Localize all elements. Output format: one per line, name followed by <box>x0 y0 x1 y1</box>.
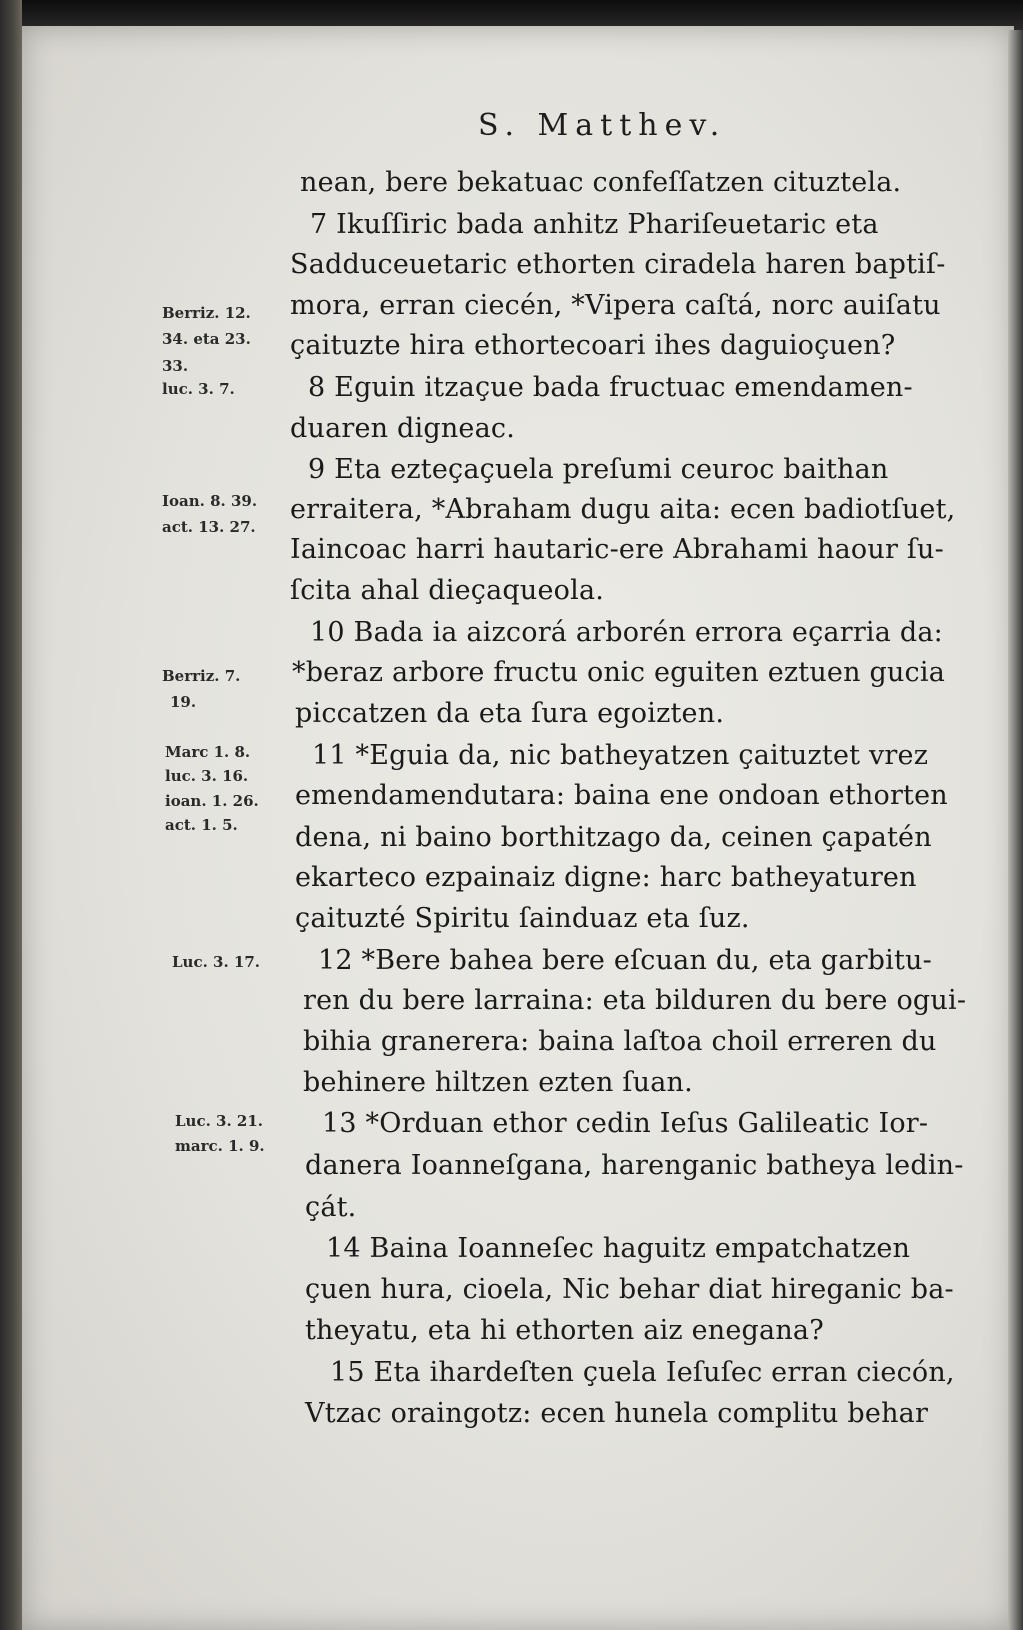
margin-reference: Berriz. 12. <box>162 304 251 322</box>
text-line: çaituzte hira ethortecoari ihes daguioçuen? <box>290 330 896 361</box>
text-line: 8 Eguin itzaçue bada fructuac emendamen- <box>308 372 913 403</box>
text-line: piccatzen da eta ſura egoizten. <box>295 698 725 729</box>
text-line: Iaincoac harri hautaric-ere Abrahami haour ſu- <box>290 534 944 565</box>
text-line: duaren digneac. <box>290 413 515 444</box>
text-line: Sadduceuetaric ethorten ciradela haren baptiſ- <box>290 249 946 280</box>
margin-reference: luc. 3. 7. <box>162 380 235 398</box>
running-header: S. Matthev. <box>478 108 727 143</box>
text-line: çaituzté Spiritu ſainduaz eta ſuz. <box>295 903 750 934</box>
text-line: *beraz arbore fructu onic eguiten eztuen gucia <box>292 657 946 688</box>
text-line: çát. <box>305 1192 357 1223</box>
margin-reference: Berriz. 7. <box>162 667 241 685</box>
margin-reference: Ioan. 8. 39. <box>162 492 258 510</box>
margin-reference: 34. eta 23. <box>162 330 251 348</box>
text-line: erraitera, *Abraham dugu aita: ecen badiotſuet, <box>290 494 956 525</box>
margin-reference: 33. <box>162 357 189 375</box>
text-line: theyatu, eta hi ethorten aiz enegana? <box>305 1315 824 1346</box>
margin-reference: Luc. 3. 21. <box>175 1112 264 1130</box>
text-line: dena, ni baino borthitzago da, ceinen çapatén <box>295 822 932 853</box>
margin-reference: 19. <box>170 693 197 711</box>
margin-reference: Luc. 3. 17. <box>172 953 261 971</box>
margin-reference: act. 13. 27. <box>162 518 256 536</box>
margin-reference: luc. 3. 16. <box>165 767 249 785</box>
text-line: behinere hiltzen ezten ſuan. <box>303 1067 693 1098</box>
text-line: nean, bere bekatuac confeſſatzen cituztela. <box>300 167 902 198</box>
text-line: Vtzac oraingotz: ecen hunela complitu behar <box>305 1398 929 1429</box>
margin-reference: act. 1. 5. <box>165 816 238 834</box>
text-line: 9 Eta ezteçaçuela preſumi ceuroc baithan <box>308 454 889 485</box>
text-line: 14 Baina Ioanneſec haguitz empatchatzen <box>326 1233 911 1264</box>
text-line: 7 Ikuſſiric bada anhitz Phariſeuetaric eta <box>310 209 879 240</box>
margin-reference: marc. 1. 9. <box>175 1137 265 1155</box>
text-line: 10 Bada ia aizcorá arborén errora eçarria da: <box>310 617 943 648</box>
text-line: 12 *Bere bahea bere eſcuan du, eta garbitu- <box>318 945 932 976</box>
text-line: ren du bere larraina: eta bilduren du bere ogui- <box>303 985 967 1016</box>
margin-reference: ioan. 1. 26. <box>165 792 259 810</box>
text-line: danera Ioanneſgana, harenganic batheya ledin- <box>305 1150 964 1181</box>
margin-reference: Marc 1. 8. <box>165 743 251 761</box>
text-line: ekarteco ezpainaiz digne: harc batheyaturen <box>295 862 917 893</box>
text-line: 11 *Eguia da, nic batheyatzen çaituztet vrez <box>312 740 929 771</box>
text-line: emendamendutara: baina ene ondoan ethorten <box>295 780 948 811</box>
text-line: 13 *Orduan ethor cedin Ieſus Galileatic Ior- <box>322 1108 929 1139</box>
text-line: bihia granerera: baina laſtoa choil erreren du <box>303 1026 937 1057</box>
text-line: ſcita ahal dieçaqueola. <box>290 575 605 606</box>
text-line: mora, erran ciecén, *Vipera caſtá, norc auiſatu <box>290 290 941 321</box>
text-line: 15 Eta ihardeſten çuela Ieſuſec erran ciecón, <box>330 1357 955 1388</box>
text-line: çuen hura, cioela, Nic behar diat hireganic ba- <box>305 1274 954 1305</box>
